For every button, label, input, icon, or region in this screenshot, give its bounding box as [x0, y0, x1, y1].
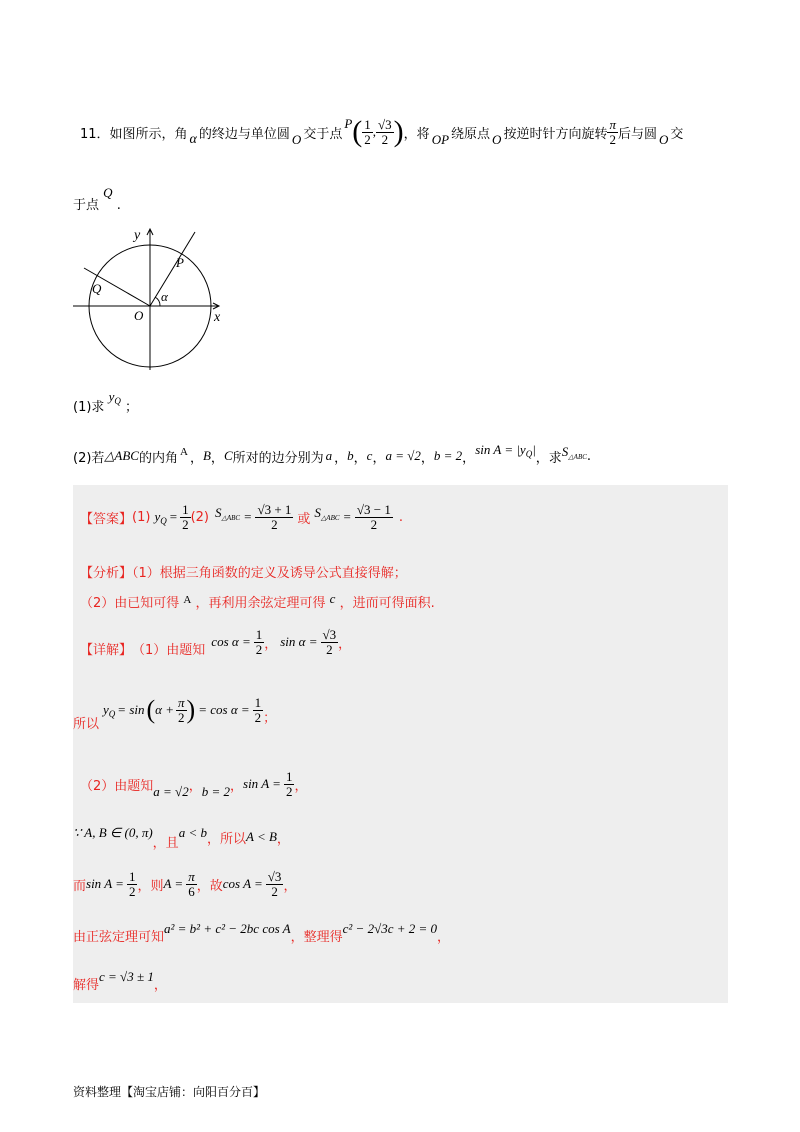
analysis-A: A	[183, 594, 192, 606]
detail-s1-sin-frac: $\frac{√3}{2}$	[322, 626, 337, 657]
q2-sinA-text: sin A = |y	[475, 441, 526, 457]
detail-s6-expr2: c² − 2√3c + 2 = 0	[342, 921, 438, 936]
detail-s5-cos-frac: $\frac{√3}{2}$	[267, 868, 282, 899]
q2-aval: a = √2	[385, 448, 421, 463]
point-P: P	[344, 116, 353, 131]
q2-b: b	[347, 448, 354, 463]
answer-end: .	[398, 509, 403, 525]
problem-text: 按逆时针方向旋转	[503, 126, 608, 142]
detail-s3-a: a = √2	[153, 784, 189, 799]
q2-B: B	[202, 448, 211, 463]
q1-var: y	[108, 389, 115, 404]
q2-a: a	[325, 448, 333, 463]
comma-sep: ，	[210, 450, 224, 466]
alpha-symbol: α	[189, 132, 197, 147]
detail-s2-frac: $\frac{1}{2}$	[254, 694, 262, 725]
y-axis-label: y	[134, 228, 141, 243]
paren-close: )	[393, 115, 404, 148]
detail-s3-text: （2）由题知	[80, 778, 154, 794]
detail-s7-end: ，	[153, 977, 167, 993]
detail-s2-yq-var: y	[103, 701, 109, 717]
detail-line-5	[73, 864, 296, 904]
analysis-c: c	[329, 591, 336, 606]
q2-text: 的内角	[138, 450, 178, 466]
alpha-label: α	[161, 289, 168, 304]
answer-yq-var: y	[154, 508, 161, 524]
answer-tag: 【答案】	[80, 511, 133, 527]
q1-prefix: (1)求	[73, 400, 105, 415]
comma-sep: ，	[294, 778, 308, 794]
detail-s5-A: A =	[163, 876, 184, 891]
detail-s2-expr-b: α +	[155, 702, 175, 717]
point-Q: Q	[103, 185, 113, 200]
detail-s2-pi: $\frac{\pi}{2}$	[178, 694, 185, 725]
answer-part1: (1)	[132, 509, 151, 525]
answer-yq	[154, 509, 166, 526]
ray-OP	[150, 232, 195, 306]
analysis-tag: 【分析】	[80, 566, 133, 581]
q2-A: A	[180, 446, 188, 458]
paren-open: (	[352, 115, 363, 148]
detail-s5-text1: 而	[73, 878, 87, 894]
q-label: Q	[92, 281, 102, 296]
origin-O: O	[492, 132, 502, 147]
q1-sub: Q	[114, 396, 121, 406]
detail-s5-pi6: $\frac{\pi}{6}$	[188, 868, 195, 899]
detail-line-1	[80, 622, 351, 662]
comma-sep: ，	[353, 450, 367, 466]
comma-sep: ，	[188, 778, 202, 794]
comma-sep: ，	[462, 450, 476, 466]
q2-text2: 所对的边分别为	[232, 450, 324, 466]
detail-line-3	[80, 764, 307, 804]
detail-s2-yq-sub: Q	[108, 708, 116, 719]
detail-s4-ab: a < b	[178, 825, 207, 840]
detail-s7-expr: c = √3 ± 1	[99, 969, 154, 984]
answer-S2-sub: △ABC	[320, 513, 340, 522]
detail-s2-text: 所以	[73, 716, 100, 732]
p-x-frac: $\frac{1}{2}$	[364, 116, 371, 147]
problem-number-text: 11．如图所示，角	[80, 126, 188, 142]
answer-S1-sub: △ABC	[221, 513, 241, 522]
p-label: P	[176, 255, 184, 270]
analysis-text-2c: ，进而可得面积.	[339, 596, 435, 611]
detail-s5-sin: sin A =	[86, 876, 124, 891]
q2-S-sub: △ABC	[568, 452, 587, 461]
detail-s1-cos: cos α =	[211, 634, 251, 649]
answer-eq2: =	[343, 509, 351, 524]
question-2	[73, 441, 592, 468]
problem-text: 绕原点	[451, 126, 491, 142]
detail-s2-expr-a: = sin	[117, 702, 145, 717]
problem-text: 后与圆	[617, 126, 657, 142]
detail-s1-text: （1）由题知	[132, 642, 206, 658]
detail-line-4	[73, 818, 290, 851]
detail-line-7	[73, 960, 167, 994]
comma-sep: ，	[334, 450, 348, 466]
angle-alpha-arc	[155, 297, 160, 306]
o-label: O	[134, 308, 144, 323]
answer-eq: =	[169, 509, 178, 524]
answer-S2	[314, 505, 339, 522]
detail-s6-text2: ，整理得	[290, 929, 343, 945]
detail-s5-end: ，	[283, 878, 297, 894]
q2-C: C	[223, 448, 233, 463]
problem-text: .	[116, 198, 121, 213]
answer-S2-text: S	[314, 504, 321, 520]
q1-suffix: ；	[124, 400, 138, 415]
answer-yq-sub: Q	[160, 515, 167, 526]
q2-S-text: S	[561, 443, 569, 459]
detail-s4-end: ，	[276, 831, 290, 847]
question-1	[73, 386, 138, 415]
comma-sep: ，	[264, 636, 278, 652]
analysis-text-2b: ，再利用余弦定理可得	[195, 596, 326, 611]
comma-sep: ，	[338, 636, 352, 652]
problem-text: ，将	[403, 126, 430, 142]
detail-s5-text3: ，故	[196, 878, 223, 894]
q2-sinA-sub: Q	[525, 448, 533, 459]
answer-part2: (2)	[190, 509, 209, 525]
answer-or: 或	[297, 511, 311, 527]
answer-val1: $\frac{√3 + 1}{2}$	[257, 501, 292, 532]
q2-bval: b = 2	[433, 448, 463, 463]
problem-text: 的终边与单位圆	[198, 126, 290, 142]
detail-s6-text1: 由正弦定理可知	[73, 929, 165, 945]
problem-text: 交于点	[303, 126, 343, 142]
circle-O: O	[291, 132, 302, 147]
detail-s2-end: ；	[263, 710, 277, 726]
detail-s5-frac: $\frac{1}{2}$	[128, 868, 136, 899]
q2-ask: ，求	[535, 450, 562, 466]
answer-eq1: =	[244, 509, 252, 524]
q2-sinA	[475, 442, 536, 459]
comma-sep: ，	[230, 778, 244, 794]
detail-s4-text1: ，且	[152, 835, 179, 851]
problem-line-1	[80, 112, 683, 152]
detail-s6-end: ，	[437, 929, 451, 945]
detail-s4-expr: ∵ A, B ∈ (0, π)	[73, 825, 153, 840]
answer-val2: $\frac{√3 - 1}{2}$	[356, 501, 391, 532]
answer-line	[80, 495, 403, 539]
circle-O-2: O	[658, 132, 669, 147]
detail-s3-b: b = 2	[201, 784, 230, 799]
q2-triangle: △ABC	[104, 448, 139, 463]
analysis-text-2a: （2）由已知可得	[80, 596, 180, 611]
comma-sep: ，	[420, 450, 434, 466]
comma: ,	[372, 124, 377, 139]
detail-line-2	[73, 688, 276, 732]
paren: )	[186, 695, 196, 724]
pi-over-2: $\frac{\pi}{2}$	[609, 116, 616, 147]
detail-s7-text: 解得	[73, 977, 100, 993]
q2-c: c	[366, 448, 373, 463]
answer-half: $\frac{1}{2}$	[182, 501, 189, 532]
segment-OP: OP	[431, 132, 450, 147]
detail-s2-yq	[103, 702, 115, 719]
detail-s5-cos: cos A =	[222, 876, 263, 891]
detail-tag: 【详解】	[80, 642, 133, 658]
detail-s3-sin: sin A =	[243, 776, 281, 791]
q2-S	[562, 444, 587, 461]
answer-S1	[215, 505, 240, 522]
problem-text: 交	[670, 126, 684, 142]
detail-s1-cos-frac: $\frac{1}{2}$	[255, 626, 263, 657]
comma-sep: ，	[372, 450, 386, 466]
problem-line-2	[73, 182, 121, 212]
analysis-line-1	[80, 562, 407, 581]
detail-s6-expr: a² = b² + c² − 2bc cos A	[164, 921, 291, 936]
detail-s3-frac: $\frac{1}{2}$	[285, 768, 293, 799]
q2-prefix: (2)若	[73, 450, 105, 466]
q2-sinA-end: |	[532, 441, 536, 457]
detail-s5-text2: ，则	[137, 878, 164, 894]
analysis-line-2	[80, 592, 435, 611]
detail-s4-text2: ，所以	[206, 831, 246, 847]
detail-s1-sin: sin α =	[280, 634, 318, 649]
analysis-text-1: （1）根据三角函数的定义及诱导公式直接得解；	[132, 566, 407, 581]
paren: (	[146, 695, 156, 724]
footer-text: 资料整理【淘宝店铺：向阳百分百】	[73, 1085, 266, 1099]
detail-s4-AB: A < B	[245, 829, 277, 844]
unit-circle-figure	[68, 225, 238, 375]
detail-line-6	[73, 912, 450, 946]
answer-S1-text: S	[214, 504, 222, 520]
detail-s2-expr-c: = cos α =	[198, 702, 250, 717]
problem-text: 于点	[73, 198, 100, 213]
x-axis-label: x	[214, 310, 221, 325]
p-y-frac: $\frac{√3}{2}$	[378, 116, 392, 147]
comma-sep: ，	[189, 450, 203, 466]
q2-end: .	[586, 448, 592, 464]
